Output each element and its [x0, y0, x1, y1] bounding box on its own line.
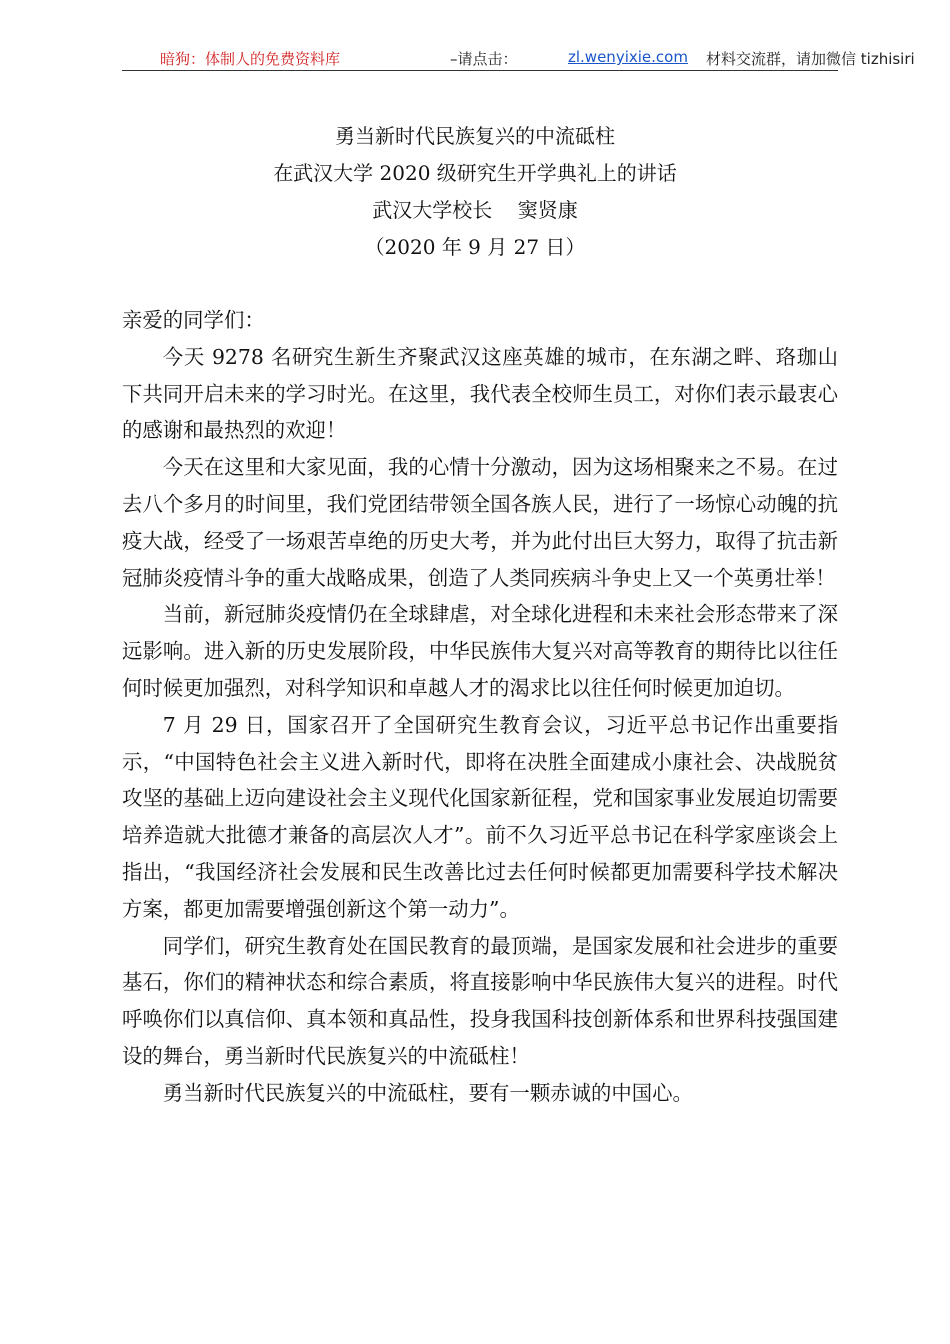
paragraph: 同学们，研究生教育处在国民教育的最顶端，是国家发展和社会进步的重要基石，你们的精神状态和综合素质，将直接影响中华民族伟大复兴的进程。时代呼唤你们以真信仰、真本领和真品性，投身我国科技创新体系和世界科技强国建设的舞台，勇当新时代民族复兴的中流砥柱！: [122, 933, 838, 1068]
header-click-prefix: –请点击：: [450, 50, 518, 68]
paragraph: 7 月 29 日，国家召开了全国研究生教育会议，习近平总书记作出重要指示，“中国特色社会主义进入新时代，即将在决胜全面建成小康社会、决战脱贫攻坚的基础上迈向建设社会主义现代化国家新征程，党和国家事业发展迫切需要培养造就大批德才兼备的高层次人才”。前不久习近平总书记在科学家座谈会上指出，“我国经济社会发展和民生改善比过去任何时候都更加需要科学技术解决方案，都更加需要增强创新这个第一动力”。: [122, 712, 838, 921]
page-header: [122, 48, 915, 70]
header-divider: [122, 70, 838, 71]
paragraph: 勇当新时代民族复兴的中流砥柱，要有一颗赤诚的中国心。: [162, 1080, 693, 1105]
title-block: [0, 118, 950, 266]
paragraph: 今天 9278 名研究生新生齐聚武汉这座英雄的城市，在东湖之畔、珞珈山下共同开启未来的学习时光。在这里，我代表全校师生员工，对你们表示最衷心的感谢和最热烈的欢迎！: [122, 344, 838, 443]
paragraph: 当前，新冠肺炎疫情仍在全球肆虐，对全球化进程和未来社会形态带来了深远影响。进入新的历史发展阶段，中华民族伟大复兴对高等教育的期待比以往任何时候更加强烈，对科学知识和卓越人才的渴求比以往任何时候更加迫切。: [122, 602, 838, 700]
doc-date: （2020 年 9 月 27 日）: [364, 235, 586, 259]
header-brand: 暗狗：体制人的免费资料库: [160, 50, 341, 68]
doc-body: [122, 302, 838, 1112]
header-wechat: 材料交流群，请加微信 tizhisiri: [706, 50, 915, 68]
paragraph: 今天在这里和大家见面，我的心情十分激动，因为这场相聚来之不易。在过去八个多月的时间里，我们党团结带领全国各族人民，进行了一场惊心动魄的抗疫大战，经受了一场艰苦卓绝的历史大考，并为此付出巨大努力，取得了抗击新冠肺炎疫情斗争的重大战略成果，创造了人类同疾病斗争史上又一个英勇壮举！: [122, 455, 838, 590]
header-link[interactable]: zl.wenyixie.com: [568, 48, 688, 66]
doc-subtitle: 在武汉大学 2020 级研究生开学典礼上的讲话: [273, 161, 677, 185]
doc-author: 武汉大学校长 窦贤康: [372, 198, 578, 222]
greeting: 亲爱的同学们：: [122, 308, 265, 332]
doc-title: 勇当新时代民族复兴的中流砥柱: [335, 124, 615, 148]
